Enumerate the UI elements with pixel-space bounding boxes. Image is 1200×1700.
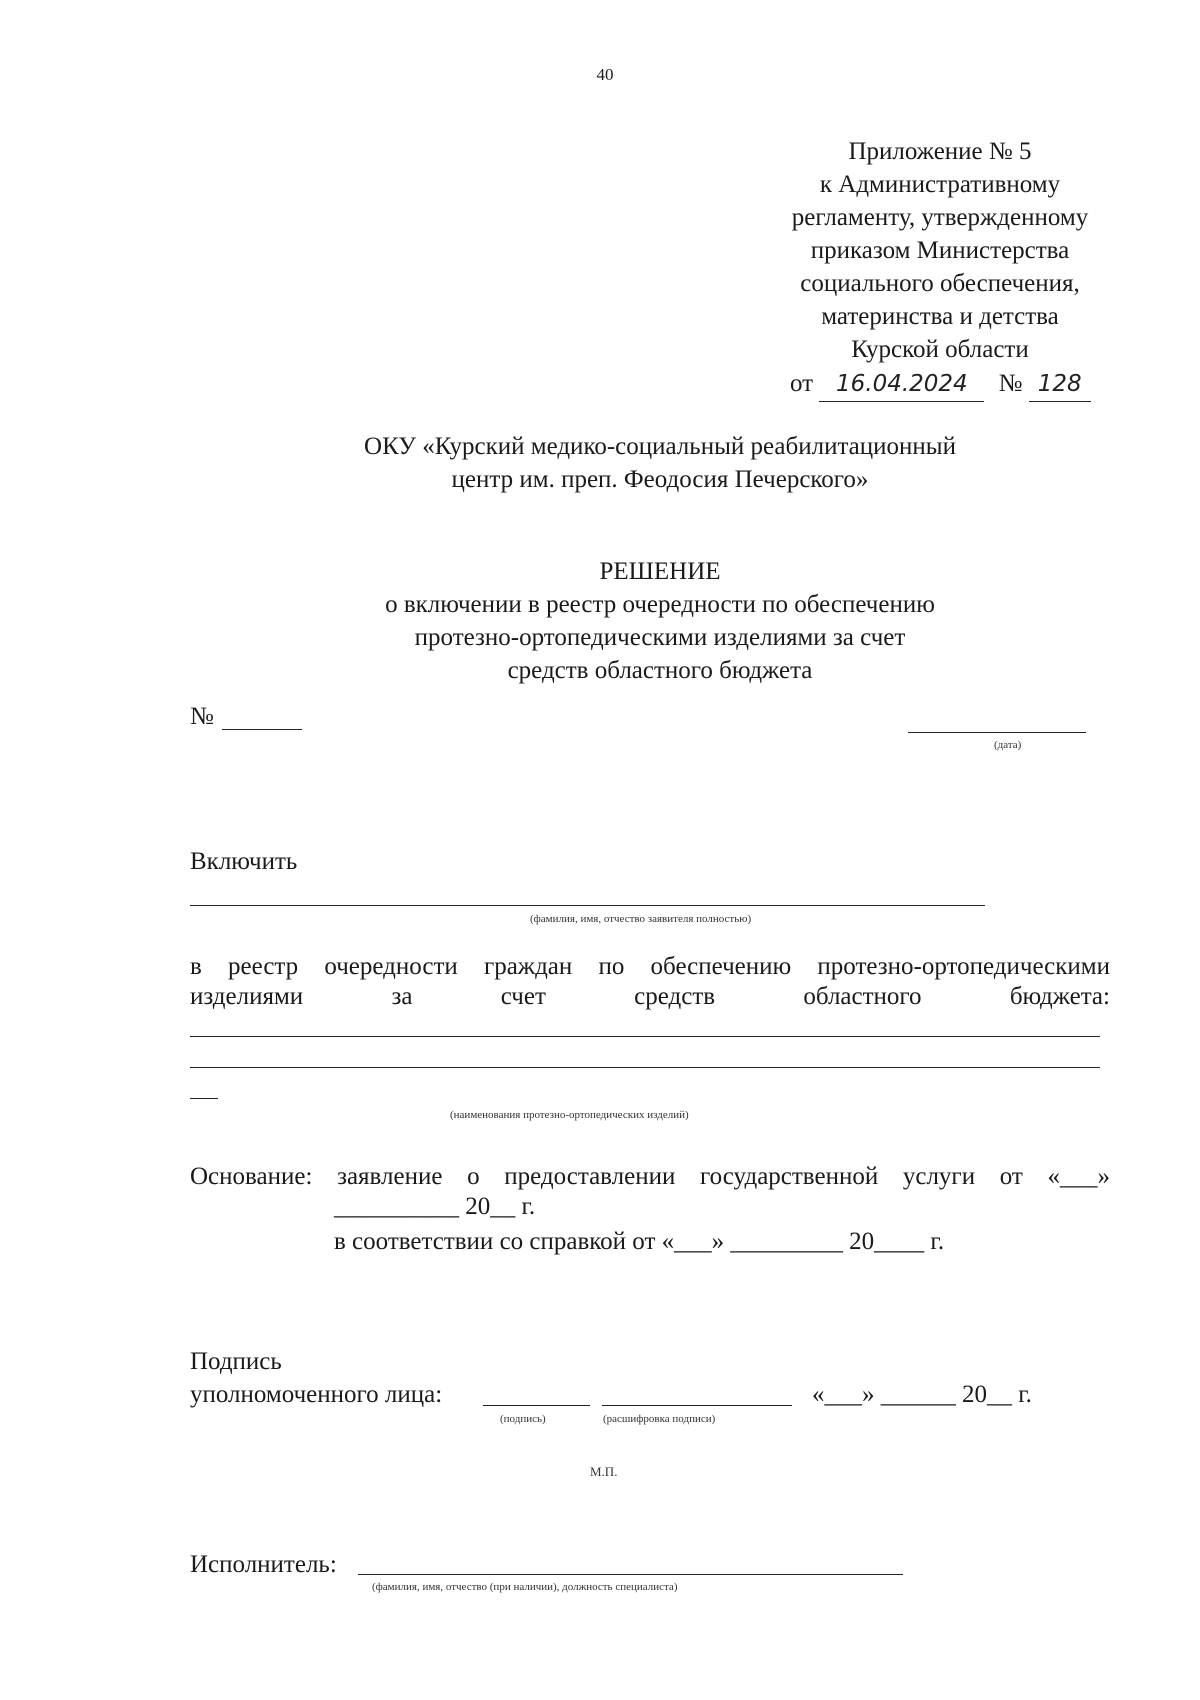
decision-subtitle: о включении в реестр очередности по обеспечению — [385, 591, 935, 618]
applicant-line — [190, 905, 985, 906]
appendix-date-line — [790, 367, 1091, 402]
appendix-number-prefix: № — [998, 370, 1023, 397]
appendix-line: Курской области — [851, 336, 1029, 363]
include-label: Включить — [190, 848, 298, 875]
products-line — [190, 1067, 1100, 1068]
registry-word: изделиями — [190, 983, 304, 1010]
basis-date-line: __________ 20__ г. — [334, 1193, 536, 1220]
page-number: 40 — [596, 65, 614, 84]
date-caption: (дата) — [994, 739, 1022, 751]
products-caption: (наименования протезно-ортопедических изделий) — [450, 1109, 689, 1121]
appendix-line: регламенту, утвержденному — [791, 204, 1089, 231]
products-line — [190, 1098, 218, 1099]
organization-line: центр им. преп. Феодосия Печерского» — [451, 466, 869, 493]
appendix-date-prefix: от — [790, 370, 814, 397]
decision-number-label: № — [190, 703, 214, 730]
decision-header — [260, 555, 1060, 687]
registry-word: за — [391, 983, 413, 1010]
organization-block — [260, 430, 1060, 496]
organization-line: ОКУ «Курский медико-социальный реабилитационный — [364, 433, 956, 460]
decision-date-line — [908, 732, 1086, 733]
appendix-line: к Административному — [819, 171, 1061, 198]
basis-certificate-line: в соответствии со справкой от «___» _________ 20____ г. — [334, 1228, 945, 1255]
registry-word: средств — [634, 983, 716, 1010]
basis-line: Основание: заявление о предоставлении государственной услуги от «___» — [190, 1163, 1110, 1190]
decision-subtitle: протезно-ортопедическими изделиями за счет — [414, 624, 906, 651]
executor-label: Исполнитель: — [190, 1551, 337, 1578]
appendix-block — [740, 135, 1140, 366]
registry-line: в реестр очередности граждан по обеспечению протезно-ортопедическими — [190, 953, 1110, 980]
executor-line — [358, 1574, 903, 1575]
signature-label: Подпись — [190, 1348, 282, 1375]
signature-line — [483, 1405, 590, 1406]
applicant-caption: (фамилия, имя, отчество заявителя полностью) — [530, 913, 752, 925]
signature-caption: (подпись) — [500, 1413, 546, 1425]
appendix-line: приказом Министерства — [810, 237, 1070, 264]
appendix-line: Приложение № 5 — [848, 138, 1032, 165]
signature-decode-caption: (расшифровка подписи) — [603, 1413, 716, 1425]
appendix-line: социального обеспечения, — [800, 270, 1080, 297]
registry-word: бюджета: — [1009, 983, 1110, 1010]
decision-number-line — [222, 729, 302, 730]
stamp-placeholder: М.П. — [590, 1464, 618, 1479]
appendix-date-value: 16.04.2024 — [836, 371, 968, 397]
registry-words-line — [190, 980, 1110, 1013]
appendix-number-value: 128 — [1037, 371, 1082, 397]
appendix-line: материнства и детства — [821, 303, 1059, 330]
signature-date: «___» ______ 20__ г. — [812, 1381, 1032, 1408]
registry-word: счет — [500, 983, 546, 1010]
decision-subtitle: средств областного бюджета — [507, 657, 813, 684]
signature-label: уполномоченного лица: — [190, 1381, 443, 1408]
decision-title: РЕШЕНИЕ — [599, 558, 721, 585]
products-line — [190, 1036, 1100, 1037]
signature-decode-line — [602, 1405, 792, 1406]
executor-caption: (фамилия, имя, отчество (при наличии), должность специалиста) — [372, 1581, 678, 1593]
registry-word: областного — [803, 983, 922, 1010]
